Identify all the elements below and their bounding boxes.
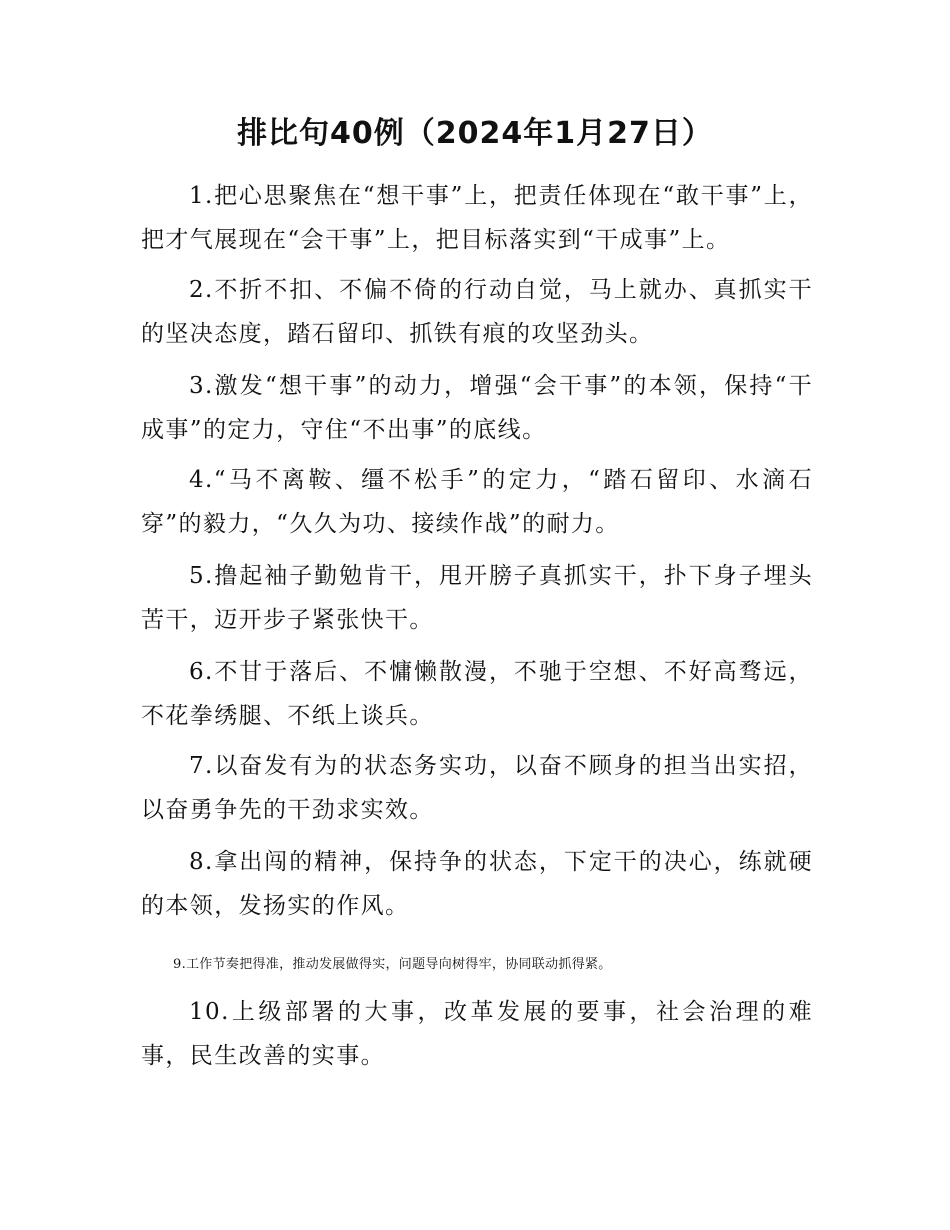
list-item-5: 5.撸起袖子勤勉肯干，甩开膀子真抓实干，扑下身子埋头苦干，迈开步子紧张快干。 [141,563,813,633]
list-item-9: 9.工作节奏把得准，推动发展做得实，问题导向树得牢，协同联动抓得紧。 [173,957,612,972]
list-item-3: 3.激发“想干事”的动力，增强“会干事”的本领，保持“干成事”的定力，守住“不出事”的底线。 [141,373,813,443]
list-item-2: 2.不折不扣、不偏不倚的行动自觉，马上就办、真抓实干的坚决态度，踏石留印、抓铁有痕的攻坚劲头。 [141,277,813,347]
list-item-4: 4.“马不离鞍、缰不松手”的定力，“踏石留印、水滴石穿”的毅力，“久久为功、接续作战”的耐力。 [141,467,813,537]
list-item-1: 1.把心思聚焦在“想干事”上，把责任体现在“敢干事”上，把才气展现在“会干事”上，把目标落实到“干成事”上。 [141,183,813,253]
list-item-7: 7.以奋发有为的状态务实功，以奋不顾身的担当出实招，以奋勇争先的干劲求实效。 [141,753,813,823]
list-item-10: 10.上级部署的大事，改革发展的要事，社会治理的难事，民生改善的实事。 [141,999,813,1069]
list-item-6: 6.不甘于落后、不慵懒散漫，不驰于空想、不好高骛远，不花拳绣腿、不纸上谈兵。 [141,659,813,729]
list-item-8: 8.拿出闯的精神，保持争的状态，下定干的决心，练就硬的本领，发扬实的作风。 [141,849,813,919]
document-title: 排比句40例（2024年1月27日） [237,116,713,151]
